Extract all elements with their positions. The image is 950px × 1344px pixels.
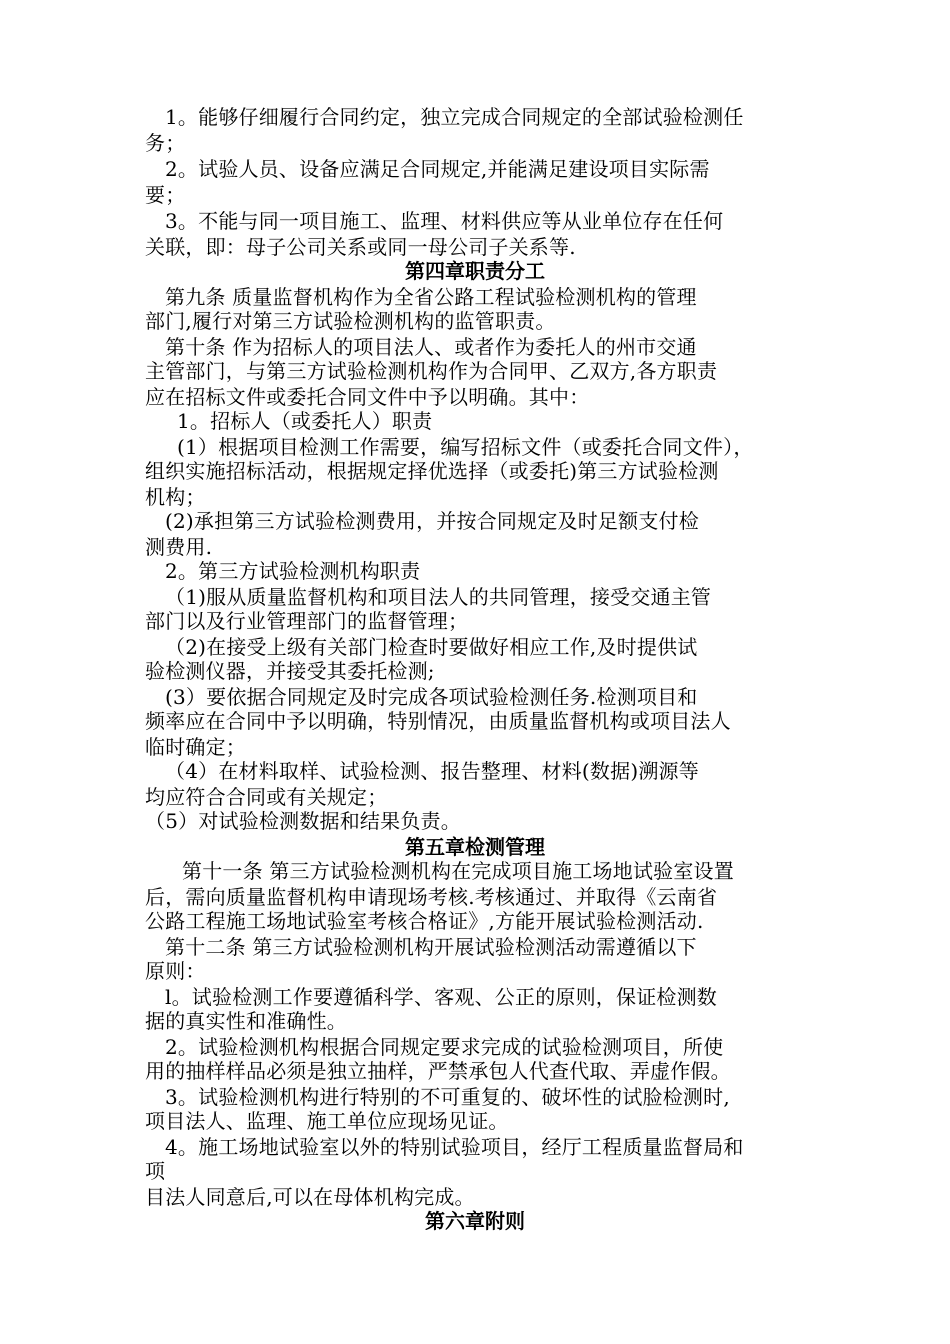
text-line: 公路工程施工场地试验室考核合格证》,方能开展试验检测活动. xyxy=(145,909,704,933)
text-line: 2。试验人员、设备应满足合同规定,并能满足建设项目实际需 xyxy=(165,157,710,181)
text-line: 据的真实性和准确性。 xyxy=(145,1009,347,1033)
text-line: 测费用. xyxy=(145,535,213,559)
text-line: 要； xyxy=(145,183,186,207)
text-line: （1)服从质量监督机构和项目法人的共同管理，接受交通主管 xyxy=(165,585,712,609)
text-line: 均应符合合同或有关规定； xyxy=(145,785,388,809)
text-line: 频率应在合同中予以明确，特别情况，由质量监督机构或项目法人 xyxy=(145,709,731,733)
text-line: 3。不能与同一项目施工、监理、材料供应等从业单位存在任何 xyxy=(165,209,724,233)
text-line: (1）根据项目检测工作需要，编写招标文件（或委托合同文件）， xyxy=(177,435,754,459)
text-line: 第十二条 第三方试验检测机构开展试验检测活动需遵循以下 xyxy=(165,935,697,959)
text-line: 应在招标文件或委托合同文件中予以明确。其中： xyxy=(145,385,590,409)
text-line: 1。招标人（或委托人）职责 xyxy=(177,409,433,433)
text-line: 临时确定； xyxy=(145,735,246,759)
chapter-heading: 第四章职责分工 xyxy=(405,259,545,283)
text-line: 关联，即：母子公司关系或同一母公司子关系等. xyxy=(145,235,576,259)
text-line: 第九条 质量监督机构作为全省公路工程试验检测机构的管理 xyxy=(165,285,697,309)
text-line: 2。试验检测机构根据合同规定要求完成的试验检测项目，所使 xyxy=(165,1035,724,1059)
text-line: l。试验检测工作要遵循科学、客观、公正的原则，保证检测数 xyxy=(165,985,717,1009)
text-line: （5）对试验检测数据和结果负责。 xyxy=(145,809,461,833)
text-line: 部门以及行业管理部门的监督管理； xyxy=(145,609,469,633)
text-line: 用的抽样样品必须是独立抽样，严禁承包人代查代取、弄虚作假。 xyxy=(145,1059,731,1083)
text-line: 目法人同意后,可以在母体机构完成。 xyxy=(145,1185,475,1209)
text-line: 组织实施招标活动，根据规定择优选择（或委托)第三方试验检测 xyxy=(145,459,719,483)
text-line: （2)在接受上级有关部门检查时要做好相应工作,及时提供试 xyxy=(165,635,698,659)
text-line: 机构； xyxy=(145,485,206,509)
text-line: 2。第三方试验检测机构职责 xyxy=(165,559,421,583)
text-line: 4。施工场地试验室以外的特别试验项目，经厅工程质量监督局和 xyxy=(165,1135,744,1159)
text-line: 主管部门，与第三方试验检测机构作为合同甲、乙双方,各方职责 xyxy=(145,359,718,383)
text-line: 1。能够仔细履行合同约定，独立完成合同规定的全部试验检测任 xyxy=(165,105,744,129)
text-line: 部门,履行对第三方试验检测机构的监管职责。 xyxy=(145,309,556,333)
text-line: 项 xyxy=(145,1159,166,1183)
chapter-heading: 第五章检测管理 xyxy=(405,835,545,859)
text-line: 第十条 作为招标人的项目法人、或者作为委托人的州市交通 xyxy=(165,335,697,359)
text-line: 验检测仪器，并接受其委托检测; xyxy=(145,659,435,683)
chapter-heading: 第六章附则 xyxy=(425,1209,525,1233)
text-line: （4）在材料取样、试验检测、报告整理、材料(数据)溯源等 xyxy=(165,759,699,783)
text-line: (2)承担第三方试验检测费用，并按合同规定及时足额支付检 xyxy=(165,509,699,533)
text-line: 项目法人、监理、施工单位应现场见证。 xyxy=(145,1109,509,1133)
text-line: 后，需向质量监督机构申请现场考核.考核通过、并取得《云南省 xyxy=(145,885,718,909)
text-line: 务； xyxy=(145,131,186,155)
text-line: (3）要依据合同规定及时完成各项试验检测任务.检测项目和 xyxy=(165,685,698,709)
text-line: 3。试验检测机构进行特别的不可重复的、破坏性的试脸检测时, xyxy=(165,1085,730,1109)
text-line: 第十一条 第三方试验检测机构在完成项目施工场地试验室设置 xyxy=(182,859,734,883)
text-line: 原则： xyxy=(145,959,206,983)
